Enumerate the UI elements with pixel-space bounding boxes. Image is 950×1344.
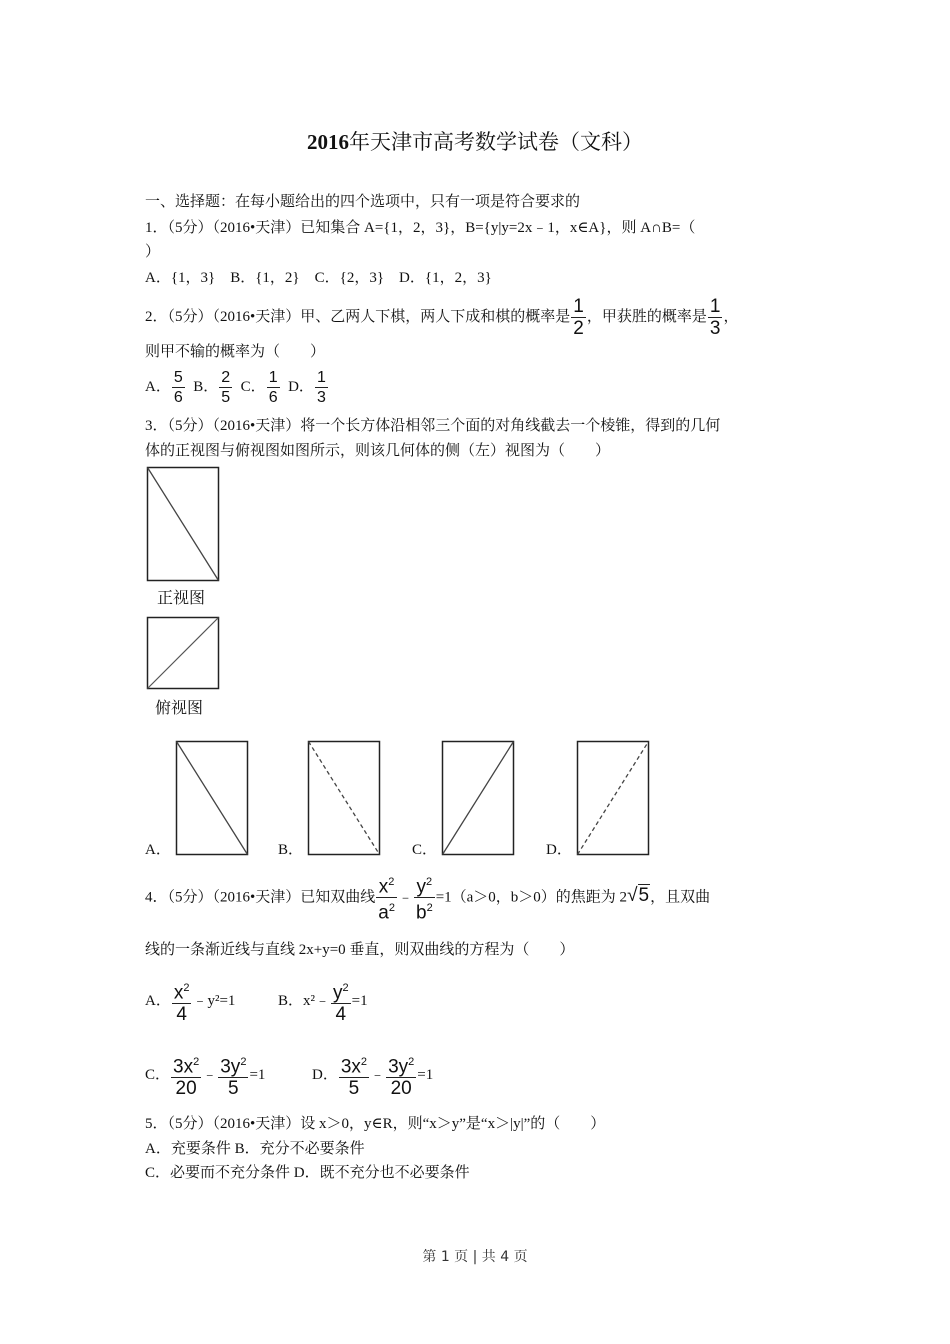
question-2-stem-cont: 则甲不输的概率为（ ） <box>145 344 326 360</box>
section-heading: 一、选择题：在每小题给出的四个选项中，只有一项是符合要求的 <box>145 194 581 210</box>
question-3-stem: 3．（5分）（2016•天津）将一个长方体沿相邻三个面的对角线截去一个棱锥，得到的几何 <box>145 418 721 434</box>
question-2-stem: 2．（5分）（2016•天津）甲、乙两人下棋，两人下成和棋的概率是 $\frac{1}{2}$ ，甲获胜的概率是 $\frac{1}{3}$ ， <box>145 296 739 339</box>
fraction: $\frac{1}{3}$ <box>709 296 721 339</box>
question-5-options-1: A．充要条件 B．充分不必要条件 <box>145 1141 365 1157</box>
question-4-option-a: A． $\frac{x^2}{4}$ ﹣y²=1 <box>145 978 235 1025</box>
question-5-stem: 5．（5分）（2016•天津）设 x＞0，y∈R，则“x＞y”是“x＞|y|”的（ ） <box>145 1116 606 1132</box>
page-footer: 第 1 页 | 共 4 页 <box>422 1249 528 1265</box>
question-3-stem-cont: 体的正视图与俯视图如图所示，则该几何体的侧（左）视图为（ ） <box>145 443 611 459</box>
question-4-option-b: B．x²﹣ $\frac{y^2}{4}$ =1 <box>278 978 368 1025</box>
question-4-option-c: C． $\frac{3x^2}{20}$ ﹣ $\frac{3y^2}{5}$ =1 <box>145 1052 265 1099</box>
question-4-stem-cont: 线的一条渐近线与直线 2x+y=0 垂直，则双曲线的方程为（ ） <box>145 942 575 958</box>
fraction: $\frac{1}{2}$ <box>573 296 584 339</box>
option-c-figure <box>442 741 514 855</box>
question-5-options-2: C．必要而不充分条件 D．既不充分也不必要条件 <box>145 1165 470 1181</box>
option-c-label: C． <box>412 842 438 858</box>
question-1-stem-cont: ） <box>145 244 161 260</box>
option-a-figure <box>176 741 248 855</box>
question-2-options: A． $\frac{5}{6}$ B． $\frac{2}{5}$ C． $\frac{1}{6}$ D． $\frac{1}{3}$ <box>145 369 326 406</box>
option-c-fraction: $\frac{1}{6}$ <box>268 369 278 406</box>
top-view-figure <box>147 617 219 689</box>
option-b-figure <box>308 741 380 855</box>
fraction-y2-b2: $\frac{y^2}{b^2}$ <box>414 872 435 924</box>
option-b-label: B． <box>278 842 304 858</box>
fraction-x2-a2: $\frac{x^2}{a^2}$ <box>376 872 397 924</box>
top-view-label: 俯视图 <box>155 698 204 717</box>
question-1-options: A．{1，3} B．{1，2} C．{2，3} D．{1，2，3} <box>145 270 492 286</box>
option-d-fraction: $\frac{1}{3}$ <box>316 369 326 406</box>
front-view-label: 正视图 <box>157 588 206 607</box>
option-d-label: D． <box>546 842 572 858</box>
question-1-stem: 1．（5分）（2016•天津）已知集合 A={1，2，3}，B={y|y=2x﹣1，x∈A}，则 A∩B=（ <box>145 220 696 236</box>
sqrt-expression: √5 <box>627 885 650 907</box>
question-4-stem: 4．（5分）（2016•天津）已知双曲线 $\frac{x^2}{a^2}$ ﹣ $\frac{y^2}{b^2}$ =1（a＞0，b＞0）的焦距为 2√5，且双曲 <box>145 872 710 924</box>
option-a-fraction: $\frac{5}{6}$ <box>173 369 183 406</box>
page-title: 2016年天津市高考数学试卷（文科） <box>307 130 643 154</box>
option-d-figure <box>577 741 649 855</box>
option-b-fraction: $\frac{2}{5}$ <box>221 369 231 406</box>
option-a-label: A． <box>145 842 171 858</box>
front-view-figure <box>147 467 219 581</box>
question-4-option-d: D． $\frac{3x^2}{5}$ ﹣ $\frac{3y^2}{20}$ =1 <box>312 1052 433 1099</box>
